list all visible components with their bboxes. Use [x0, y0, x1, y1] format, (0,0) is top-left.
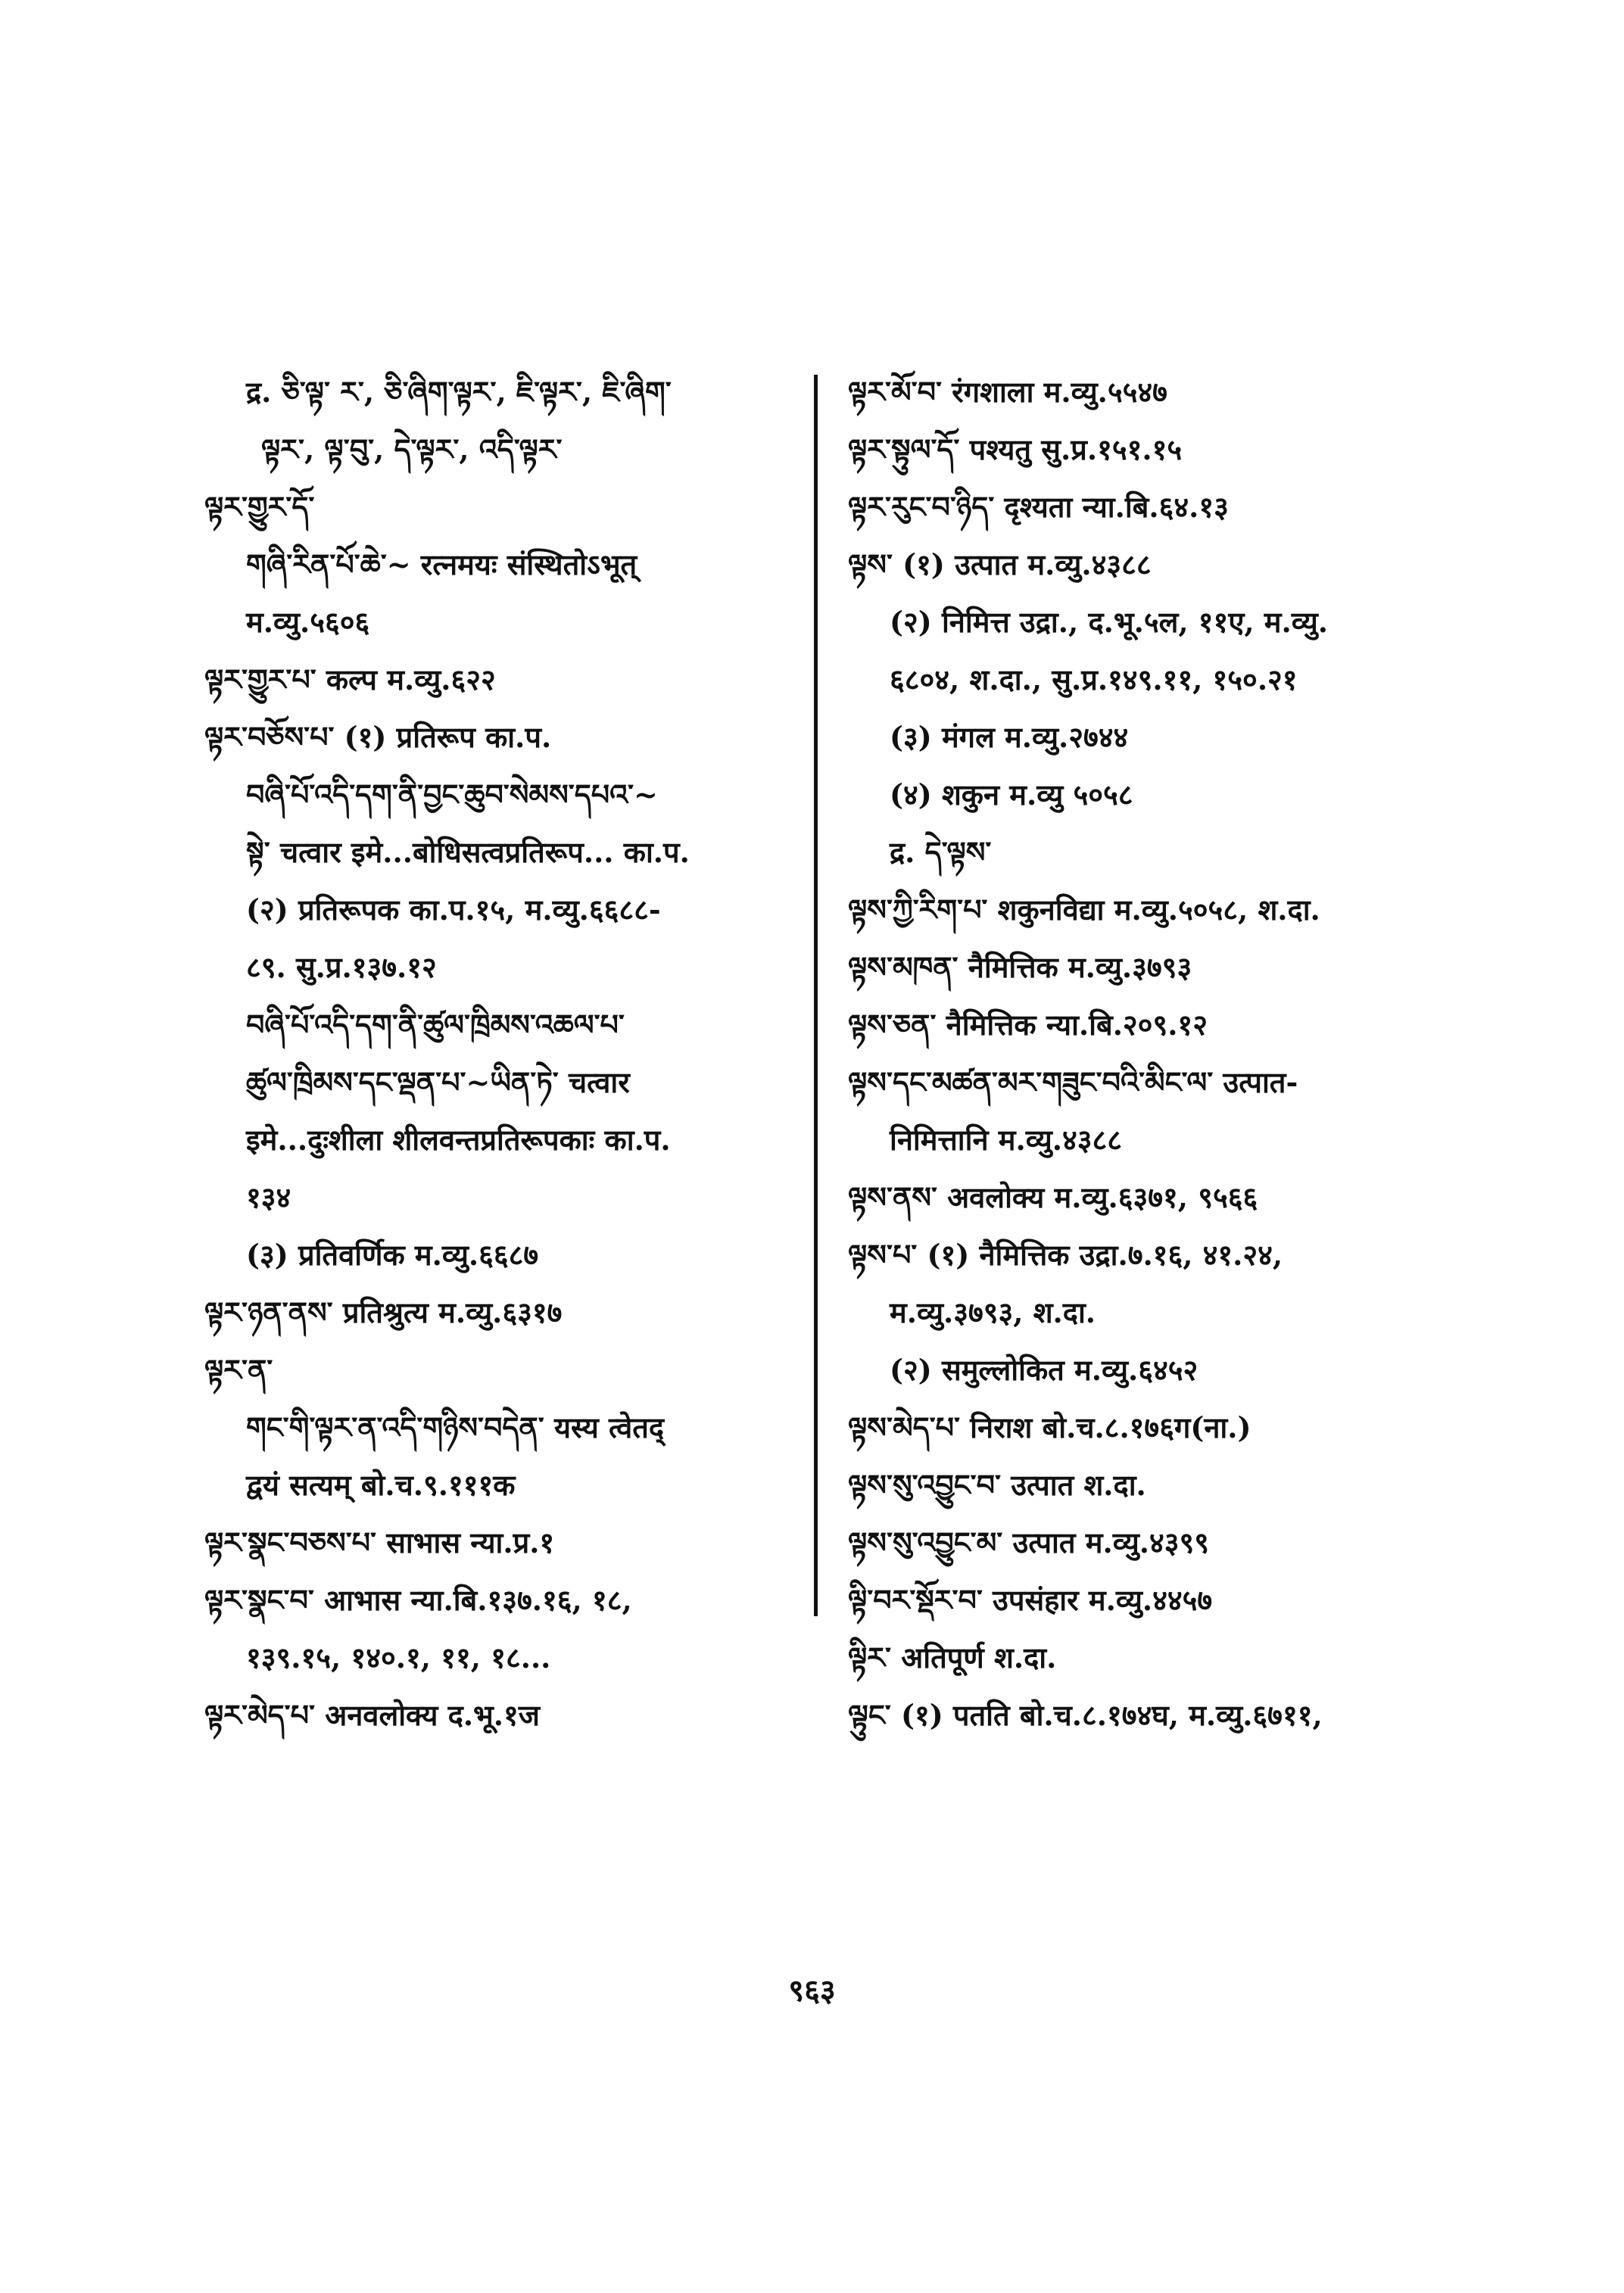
- dictionary-entry: ལྟར་གྱུར་དོ་: [204, 490, 315, 524]
- dictionary-entry: ལྟི་བར་སྡོར་བ་ उपसंहार म.व्यु.४४५७: [848, 1583, 1213, 1617]
- dictionary-entry: १३९.१५, १४०.१, ११, १८...: [246, 1640, 551, 1675]
- dictionary-entry: (२) निमित्त उद्रा., द.भू.५ल, ११ए, म.व्यु.: [890, 605, 1329, 639]
- page-number: ९६३: [788, 1973, 836, 2008]
- dictionary-entry: ६८०४, श.दा., सु.प्र.१४९.११, १५०.२१: [890, 662, 1298, 696]
- dictionary-entry: བཞི་པོ་འདི་དག་ནི་བྱང་ཆུབ་སེམས་དཔའ་~: [246, 777, 658, 812]
- dictionary-entry: म.व्यु.३७९३, श.दा.: [890, 1295, 1096, 1329]
- dictionary-entry: ལྟས་པ་ (१) नैमित्तिक उद्रा.७.१६, ४१.२४,: [848, 1238, 1283, 1272]
- dictionary-entry: म.व्यु.५६०६: [246, 605, 370, 639]
- dictionary-entry: १३४: [246, 1180, 291, 1214]
- dictionary-entry: ལྟར་རུང་བ་ཉིད་ दृश्यता न्या.बि.६४.१३: [848, 490, 1229, 524]
- dictionary-entry: ལྟར་གྱུར་པ་ कल्प म.व्यु.६२२: [204, 662, 496, 696]
- dictionary-entry: ལྟས་མཁན་ नैमित्तिक म.व्यु.३७९३: [848, 950, 1192, 984]
- dictionary-entry: ལྟར་ཉན་ནས་ प्रतिश्रुत्य म.व्यु.६३१७: [204, 1295, 563, 1329]
- dictionary-entry: ལྟར་ན་: [204, 1353, 273, 1387]
- dictionary-entry: ལྟར་སྟུལ་དོ་ पश्यतु सु.प्र.१५१.१५: [848, 432, 1183, 466]
- dictionary-entry: (३) मंगल म.व्यु.२७४४: [890, 720, 1129, 754]
- dictionary-entry: (२) प्रतिरूपक का.प.१५, म.व्यु.६६८८-: [246, 893, 661, 927]
- dictionary-entry: ལྟིར་ अतिपूर्ण श.दा.: [848, 1640, 1057, 1675]
- dictionary-entry: ལྟར་བཅོས་པ་ (१) प्रतिरूप का.प.: [204, 720, 552, 754]
- column-divider: [814, 375, 818, 1616]
- right-column: [848, 363, 1454, 1744]
- left-column: [204, 363, 803, 1744]
- dictionary-entry: (४) शकुन म.व्यु ५०५८: [890, 777, 1133, 812]
- dictionary-entry: ལྟར་, ལྟ་བུ་, དེ་ལྟར་, འདི་ལྟར་: [261, 432, 563, 466]
- dictionary-entry: ལྟར་སྣང་བ་ आभास न्या.बि.१३७.१६, १८,: [204, 1583, 632, 1617]
- dictionary-entry: སྟེ་ चत्वार इमे...बोधिसत्वप्रतिरूप... का.प.: [246, 835, 690, 869]
- dictionary-entry: ལྟས་ཀྱི་རིག་པ་ शकुनविद्या म.व्यु.५०५८, श.दा.: [848, 893, 1320, 927]
- dictionary-entry: ལྟས་སུ་འབྱུང་མ་ उत्पात म.व्यु.४३९९: [848, 1525, 1210, 1559]
- dictionary-entry: ལྟས་ (१) उत्पात म.व्यु.४३८८: [848, 547, 1152, 581]
- dictionary-entry: བཞི་པོ་འདི་དག་ནི་ཚུལ་ཁྲིམས་འཆལ་པ་: [246, 1008, 625, 1042]
- dictionary-entry: ལྟས་དང་མཚན་མར་གཟུང་བའི་མིང་ལ་ उत्पात-: [848, 1065, 1298, 1099]
- dictionary-entry: ལྟས་སུ་འབྱུང་བ་ उत्पात श.दा.: [848, 1468, 1146, 1502]
- dictionary-entry: ལྟར་མོ་བ་ रंगशाला म.व्यु.५५४७: [848, 375, 1167, 409]
- dictionary-entry: ལྟར་མེད་པ་ अनवलोक्य द.भू.१ज: [204, 1698, 540, 1732]
- dictionary-entry: ལྟས་ནས་ अवलोक्य म.व्यु.६३७१, ९५६६: [848, 1180, 1258, 1214]
- dictionary-entry: द्वयं सत्यम् बो.च.९.१११क: [246, 1468, 516, 1502]
- dictionary-entry: (३) प्रतिवर्णिक म.व्यु.६६८७: [246, 1238, 539, 1272]
- dictionary-entry: द्र. དེ་ལྟས་: [890, 835, 992, 869]
- dictionary-entry: ཚུལ་ཁྲིམས་དང་ལྡན་པ་~ཡིན་ཏེ་ चत्वार: [246, 1065, 630, 1099]
- dictionary-entry: ལྟུང་ (१) पतति बो.च.८.१७४घ, म.व्यु.६७११,: [848, 1698, 1323, 1732]
- dictionary-entry: ལྟར་སྣང་བཅས་པ་ साभास न्या.प्र.१: [204, 1525, 555, 1559]
- dictionary-entry: द्र. ཅི་ལྟ་ ར་, ཅི་ཞིག་ལྟར་, ཇི་ལྟར་, ཇི་ཞིག་: [246, 375, 672, 409]
- dictionary-entry: ལྟས་མེད་པ་ निराश बो.च.८.१७६ग(ना.): [848, 1410, 1252, 1444]
- dictionary-entry: ལྟས་ཅན་ नैमित्तिक न्या.बि.२०९.१२: [848, 1008, 1208, 1042]
- dictionary-entry: གང་གི་ལྟར་ན་འདི་གཉིས་བདེན་ यस्य त्वेतद्: [246, 1410, 665, 1444]
- dictionary-entry: གཞི་རིན་པོ་ཆེ་~ रत्नमयः संस्थितोऽभूत्: [246, 547, 637, 581]
- dictionary-entry: इमे...दुःशीला शीलवन्तप्रतिरूपकाः का.प.: [246, 1123, 671, 1157]
- dictionary-entry: (२) समुल्लोकित म.व्यु.६४५२: [890, 1353, 1199, 1387]
- dictionary-entry: निमित्तानि म.व्यु.४३८८: [890, 1123, 1123, 1157]
- dictionary-entry: ८९. सु.प्र.१३७.१२: [246, 950, 437, 984]
